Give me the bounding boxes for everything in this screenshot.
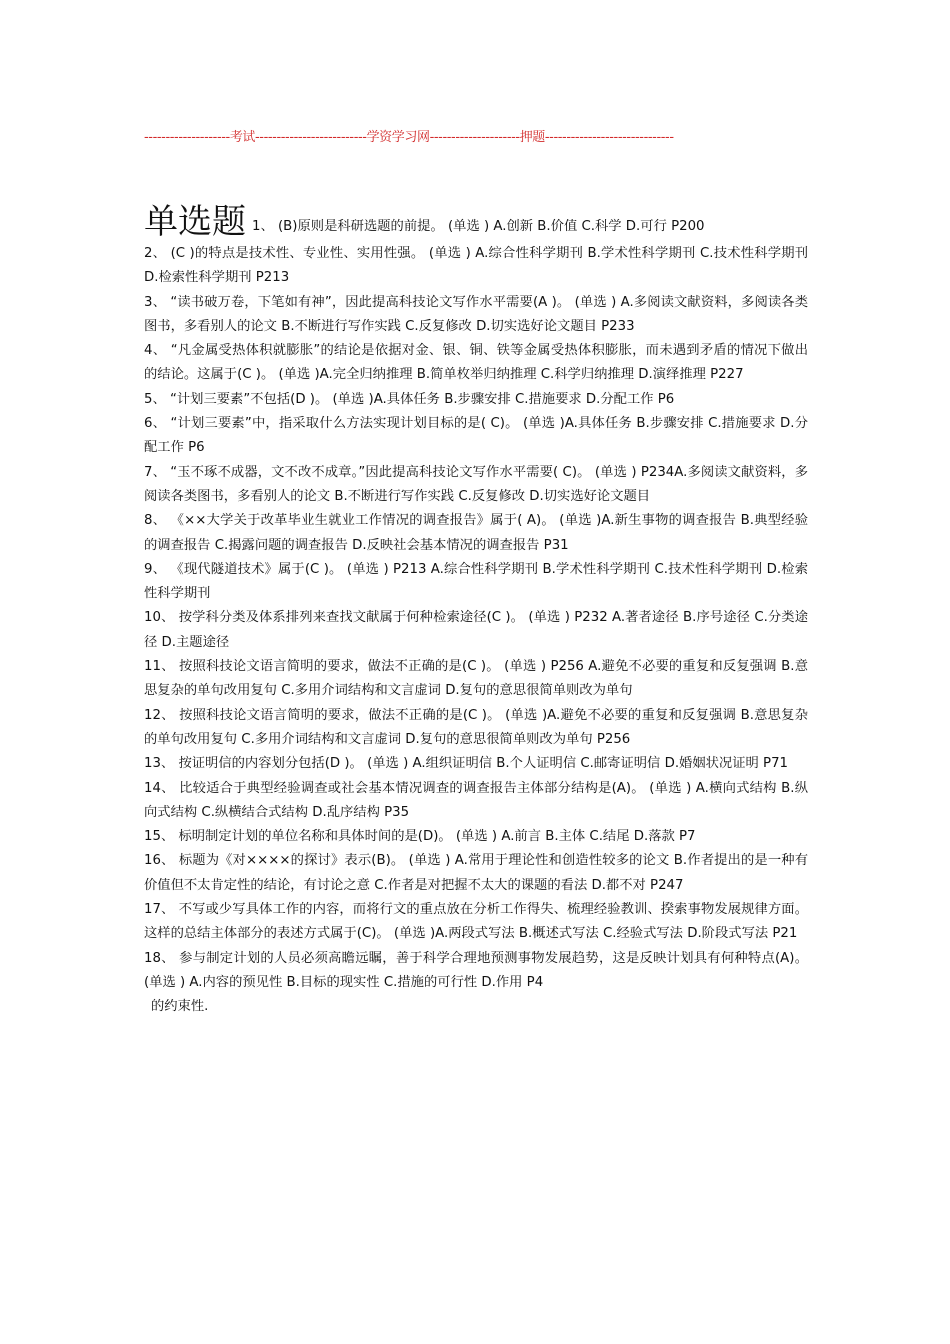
question-item: 4、 “凡金属受热体积就膨胀”的结论是依据对金、银、铜、铁等金属受热体积膨胀，而未遇到矛盾的情况下做出的结论。这属于(C )。 (单选 )A.完全归纳推理 B.简单枚举归纳推理 C.科学归纳推理 D.演绎推理 P227 [144,343,808,383]
question-item: 11、 按照科技论文语言简明的要求，做法不正确的是(C )。 (单选 ) P256 A.避免不必要的重复和反复强调 B.意思复杂的单句改用复句 C.多用介词结构和文言虚词 D.复句的意思很简单则改为单句 [144,659,808,699]
question-item: 16、 标题为《对××××的探讨》表示(B)。 (单选 ) A.常用于理论性和创造性较多的论文 B.作者提出的是一种有价值但不太肯定性的结论，有讨论之意 C.作者是对把握不太大的课题的看法 D.都不对 P247 [144,853,808,893]
question-item: 8、 《××大学关于改革毕业生就业工作情况的调查报告》属于( A)。 (单选 )A.新生事物的调查报告 B.典型经验的调查报告 C.揭露问题的调查报告 D.反映社会基本情况的调查报告 P31 [144,513,808,553]
question-item: 5、 “计划三要素”不包括(D )。 (单选 )A.具体任务 B.步骤安排 C.措施要求 D.分配工作 P6 [144,391,675,407]
question-item: 3、 “读书破万卷，下笔如有神”，因此提高科技论文写作水平需要(A )。 (单选 ) A.多阅读文献资料，多阅读各类图书，多看别人的论文 B.不断进行写作实践 C.反复修改 D.切实选好论文题目 P233 [144,294,808,334]
question-item: 18、 参与制定计划的人员必须高瞻远瞩，善于科学合理地预测事物发展趋势，这是反映计划具有何种特点(A)。 (单选 ) A.内容的预见性 B.目标的现实性 C.措施的可行性 D.作用 P4 [144,950,808,990]
section-title: 单选题 [144,202,246,242]
trailing-text: 的约束性. [151,999,209,1015]
header-banner: --------------------考试--------------------------学资学习网---------------------押题------------------------------ [144,130,674,145]
question-item: 10、 按学科分类及体系排列来查找文献属于何种检索途径(C )。 (单选 ) P232 A.著者途径 B.序号途径 C.分类途径 D.主题途径 [144,610,808,650]
question-item: 14、 比较适合于典型经验调查或社会基本情况调查的调查报告主体部分结构是(A)。 (单选 ) A.横向式结构 B.纵向式结构 C.纵横结合式结构 D.乱序结构 P35 [144,780,808,820]
question-item: 12、 按照科技论文语言简明的要求，做法不正确的是(C )。 (单选 )A.避免不必要的重复和反复强调 B.意思复杂的单句改用复句 C.多用介词结构和文言虚词 D.复句的意思很简单则改为单句 P256 [144,707,808,747]
question-item: 15、 标明制定计划的单位名称和具体时间的是(D)。 (单选 ) A.前言 B.主体 C.结尾 D.落款 P7 [144,829,696,845]
question-text: 1、 (B)原则是科研选题的前提。 (单选 ) A.创新 B.价值 C.科学 D.可行 P200 [252,219,705,234]
question-list [144,202,808,1020]
question-item: 17、 不写或少写具体工作的内容，而将行文的重点放在分析工作得失、梳理经验教训、揆索事物发展规律方面。这样的总结主体部分的表述方式属于(C)。 (单选 )A.两段式写法 B.概述式写法 C.经验式写法 D.阶段式写法 P21 [144,902,808,942]
question-item: 6、 “计划三要素”中，指采取什么方法实现计划目标的是( C)。 (单选 )A.具体任务 B.步骤安排 C.措施要求 D.分配工作 P6 [144,416,808,456]
question-item: 2、 (C )的特点是技术性、专业性、实用性强。 (单选 ) A.综合性科学期刊 B.学术性科学期刊 C.技术性科学期刊 D.检索性科学期刊 P213 [144,246,808,286]
question-item: 7、 “玉不琢不成器，文不改不成章。”因此提高科技论文写作水平需要( C)。 (单选 ) P234A.多阅读文献资料，多阅读各类图书，多看别人的论文 B.不断进行写作实践 C.反复修改 D.切实选好论文题目 [144,464,808,504]
question-item: 9、 《现代隧道技术》属于(C )。 (单选 ) P213 A.综合性科学期刊 B.学术性科学期刊 C.技术性科学期刊 D.检索性科学期刊 [144,561,808,602]
question-item: 13、 按证明信的内容划分包括(D )。 (单选 ) A.组织证明信 B.个人证明信 C.邮寄证明信 D.婚姻状况证明 P71 [144,756,788,772]
question-item [144,202,808,242]
